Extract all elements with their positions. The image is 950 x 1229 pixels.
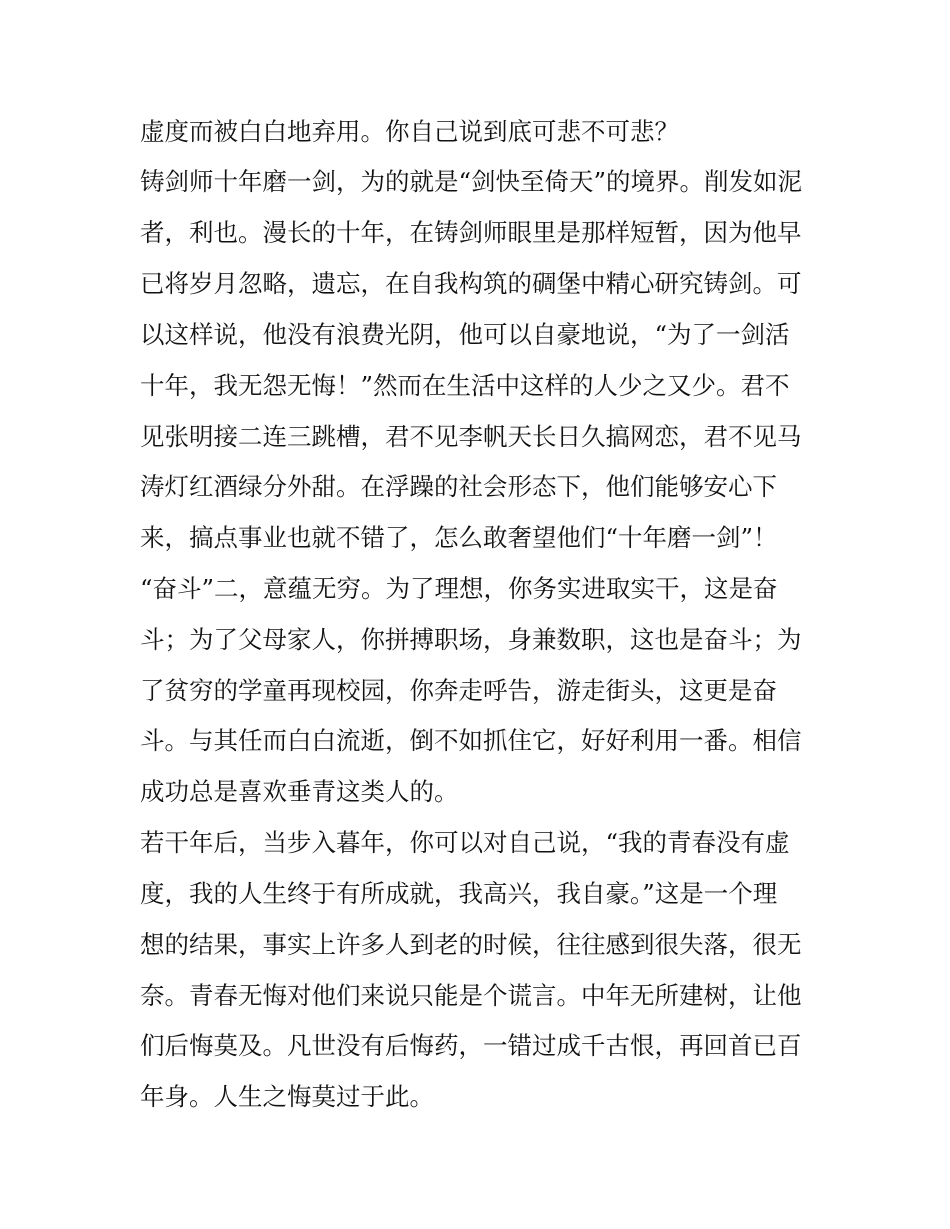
text-line: 年身。人生之悔莫过于此。 <box>140 1082 434 1111</box>
text-line: 奈。青春无悔对他们来说只能是个谎言。中年无所建树，让他 <box>140 981 802 1010</box>
text-line: 们后悔莫及。凡世没有后悔药，一错过成千古恨，再回首已百 <box>140 1031 802 1060</box>
text-line: 成功总是喜欢垂青这类人的。 <box>140 777 459 806</box>
text-line: 以这样说，他没有浪费光阴，他可以自豪地说，“为了一剑活 <box>140 320 790 349</box>
text-line: 斗；为了父母家人，你拼搏职场，身兼数职，这也是奋斗；为 <box>140 625 802 654</box>
text-line: 来，搞点事业也就不错了，怎么敢奢望他们“十年磨一剑”！ <box>140 523 778 552</box>
text-line: 想的结果，事实上许多人到老的时候，往往感到很失落，很无 <box>140 930 802 959</box>
text-line: 铸剑师十年磨一剑，为的就是“剑快至倚天”的境界。削发如泥 <box>140 167 803 196</box>
text-line: 见张明接二连三跳槽，君不见李帆天长日久搞网恋，君不见马 <box>140 422 802 451</box>
text-line: 十年，我无怨无悔！”然而在生活中这样的人少之又少。君不 <box>140 371 790 400</box>
text-line: 涛灯红酒绿分外甜。在浮躁的社会形态下，他们能够安心下 <box>140 472 777 501</box>
text-line: 虚度而被白白地弃用。你自己说到底可悲不可悲？ <box>140 117 679 146</box>
text-line: 度，我的人生终于有所成就，我高兴，我自豪。”这是一个理 <box>140 879 778 908</box>
text-line: 若干年后，当步入暮年，你可以对自己说，“我的青春没有虚 <box>140 828 790 857</box>
text-line: 斗。与其任而白白流逝，倒不如抓住它，好好利用一番。相信 <box>140 726 802 755</box>
text-line: “奋斗”二，意蕴无穷。为了理想，你务实进取实干，这是奋 <box>140 574 778 603</box>
text-line: 已将岁月忽略，遗忘，在自我构筑的碉堡中精心研究铸剑。可 <box>140 269 802 298</box>
text-line: 者，利也。漫长的十年，在铸剑师眼里是那样短暂，因为他早 <box>140 218 802 247</box>
text-line: 了贫穷的学童再现校园，你奔走呼告，游走街头，这更是奋 <box>140 676 777 705</box>
